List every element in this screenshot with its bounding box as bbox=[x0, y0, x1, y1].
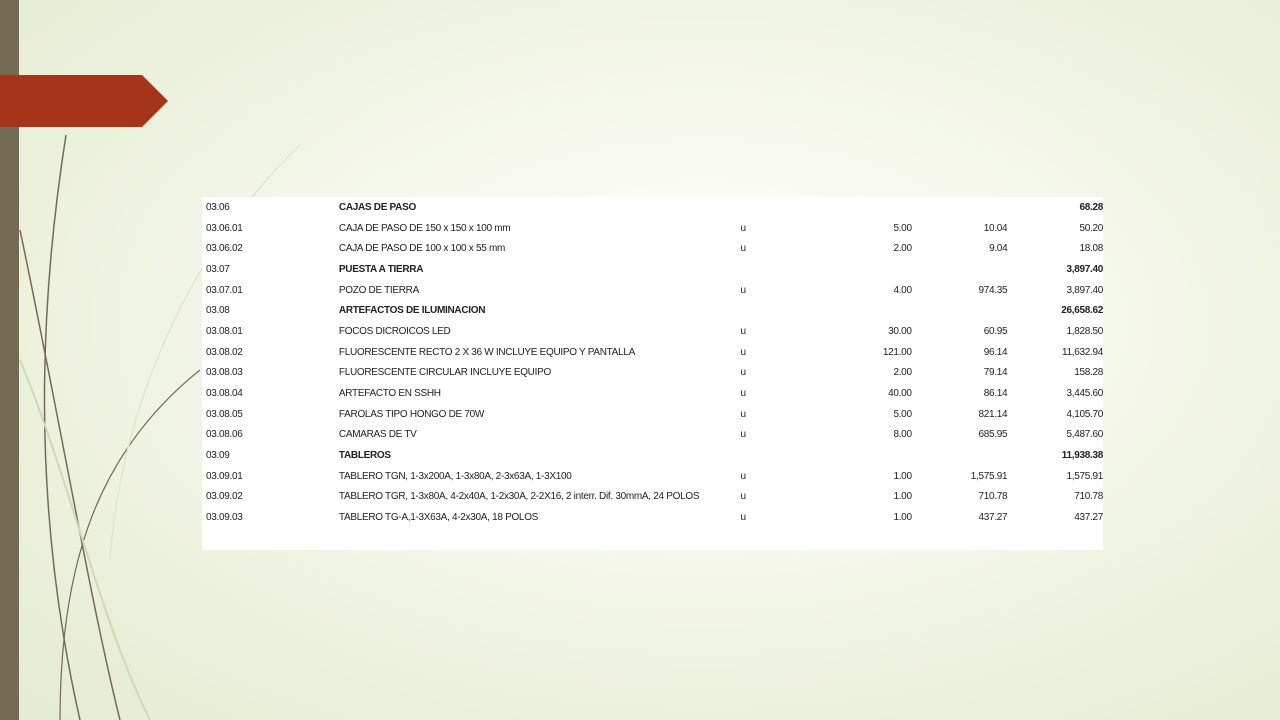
item-quantity: 121.00 bbox=[882, 346, 912, 358]
table-row bbox=[202, 280, 1103, 301]
table-row bbox=[202, 342, 1103, 363]
table-row bbox=[202, 383, 1103, 404]
table-section-row bbox=[202, 259, 1103, 280]
table-row bbox=[202, 507, 1103, 528]
item-quantity: 8.00 bbox=[893, 429, 912, 441]
item-total: 1,575.91 bbox=[1066, 470, 1103, 482]
item-code: 03.08.01 bbox=[206, 325, 243, 337]
item-quantity: 5.00 bbox=[893, 222, 912, 234]
item-unit-price: 86.14 bbox=[983, 388, 1008, 400]
item-quantity: 2.00 bbox=[893, 367, 912, 379]
item-unit-price: 10.04 bbox=[983, 222, 1008, 234]
item-unit-price: 96.14 bbox=[983, 346, 1008, 358]
item-unit: u bbox=[740, 222, 746, 234]
table-row bbox=[202, 238, 1103, 259]
item-description: CAJAS DE PASO bbox=[338, 201, 416, 213]
item-code: 03.08 bbox=[206, 305, 230, 317]
item-total: 50.20 bbox=[1079, 222, 1103, 234]
item-unit: u bbox=[740, 388, 746, 400]
item-unit-price bbox=[912, 300, 1008, 321]
item-unit-price: 1,575.91 bbox=[970, 470, 1008, 482]
table-section-row bbox=[202, 300, 1103, 321]
item-description: CAMARAS DE TV bbox=[338, 429, 417, 441]
item-description: TABLERO TGN, 1-3x200A, 1-3x80A, 2-3x63A, 1-3X100 bbox=[338, 470, 572, 482]
table-section-row bbox=[202, 445, 1103, 466]
accent-tab bbox=[0, 75, 168, 127]
item-quantity: 2.00 bbox=[893, 243, 912, 255]
item-unit: u bbox=[740, 429, 746, 441]
table-row bbox=[202, 363, 1103, 384]
item-unit-price: 974.35 bbox=[978, 284, 1008, 296]
item-total: 437.27 bbox=[1074, 512, 1103, 524]
item-quantity: 4.00 bbox=[893, 284, 912, 296]
item-unit: u bbox=[740, 243, 746, 255]
item-unit-price bbox=[912, 445, 1008, 466]
item-description: TABLERO TG-A,1-3X63A, 4-2x30A, 18 POLOS bbox=[338, 512, 539, 524]
item-unit: u bbox=[740, 325, 746, 337]
item-unit: u bbox=[740, 512, 746, 524]
item-unit-price bbox=[912, 259, 1008, 280]
item-unit-price: 685.95 bbox=[978, 429, 1008, 441]
item-total: 5,487.60 bbox=[1066, 429, 1103, 441]
item-code: 03.06 bbox=[206, 201, 230, 213]
item-total: 3,897.40 bbox=[1066, 284, 1103, 296]
item-description: FLUORESCENTE CIRCULAR INCLUYE EQUIPO bbox=[338, 367, 551, 379]
item-description: ARTEFACTOS DE ILUMINACION bbox=[338, 305, 486, 317]
item-unit bbox=[737, 300, 862, 321]
item-description: ARTEFACTO EN SSHH bbox=[338, 388, 441, 400]
item-total: 3,445.60 bbox=[1066, 388, 1103, 400]
item-description: PUESTA A TIERRA bbox=[338, 263, 424, 275]
item-total: 710.78 bbox=[1074, 491, 1103, 503]
table-row bbox=[202, 487, 1103, 508]
item-total: 11,632.94 bbox=[1061, 346, 1103, 358]
item-total: 4,105.70 bbox=[1066, 408, 1103, 420]
table-section-row bbox=[202, 197, 1103, 218]
item-description: TABLERO TGR, 1-3x80A, 4-2x40A, 1-2x30A, 2-2X16, 2 interr. Dif. 30mmA, 24 POLOS bbox=[338, 491, 700, 503]
item-description: POZO DE TIERRA bbox=[338, 284, 419, 296]
budget-table bbox=[202, 197, 1103, 550]
item-total: 3,897.40 bbox=[1066, 263, 1103, 275]
item-total: 11,938.38 bbox=[1061, 450, 1103, 462]
item-unit: u bbox=[740, 284, 746, 296]
item-total: 68.28 bbox=[1079, 201, 1103, 213]
item-description: TABLEROS bbox=[338, 450, 391, 462]
item-code: 03.09.03 bbox=[206, 512, 243, 524]
item-quantity bbox=[861, 197, 911, 218]
item-code: 03.09.01 bbox=[206, 470, 243, 482]
item-unit bbox=[737, 259, 862, 280]
item-code: 03.06.02 bbox=[206, 243, 243, 255]
item-unit-price: 9.04 bbox=[989, 243, 1008, 255]
item-quantity: 1.00 bbox=[893, 470, 912, 482]
item-unit-price: 79.14 bbox=[983, 367, 1008, 379]
item-quantity: 1.00 bbox=[893, 512, 912, 524]
item-quantity: 40.00 bbox=[888, 388, 912, 400]
table-row bbox=[202, 425, 1103, 446]
item-unit bbox=[737, 445, 862, 466]
item-unit: u bbox=[740, 346, 746, 358]
item-quantity: 30.00 bbox=[888, 325, 912, 337]
item-unit-price: 437.27 bbox=[978, 512, 1008, 524]
item-quantity: 5.00 bbox=[893, 408, 912, 420]
table-row bbox=[202, 218, 1103, 239]
item-description: FLUORESCENTE RECTO 2 X 36 W INCLUYE EQUIPO Y PANTALLA bbox=[338, 346, 635, 358]
item-unit bbox=[737, 197, 862, 218]
item-code: 03.09.02 bbox=[206, 491, 243, 503]
item-quantity: 1.00 bbox=[893, 491, 912, 503]
item-unit: u bbox=[740, 491, 746, 503]
item-code: 03.08.02 bbox=[206, 346, 243, 358]
item-code: 03.07 bbox=[206, 263, 230, 275]
item-code: 03.08.04 bbox=[206, 388, 243, 400]
table-row bbox=[202, 321, 1103, 342]
item-unit-price: 710.78 bbox=[978, 491, 1008, 503]
item-code: 03.08.05 bbox=[206, 408, 243, 420]
item-unit-price bbox=[912, 197, 1008, 218]
item-quantity bbox=[861, 445, 911, 466]
item-total: 18.08 bbox=[1079, 243, 1103, 255]
item-total: 26,658.62 bbox=[1061, 305, 1103, 317]
item-quantity bbox=[861, 259, 911, 280]
item-description: FOCOS DICROICOS LED bbox=[338, 325, 451, 337]
item-unit-price: 821.14 bbox=[978, 408, 1008, 420]
table-row bbox=[202, 466, 1103, 487]
item-description: CAJA DE PASO DE 100 x 100 x 55 mm bbox=[338, 243, 506, 255]
item-code: 03.06.01 bbox=[206, 222, 243, 234]
item-code: 03.07.01 bbox=[206, 284, 243, 296]
item-code: 03.08.06 bbox=[206, 429, 243, 441]
item-code: 03.08.03 bbox=[206, 367, 243, 379]
item-unit-price: 60.95 bbox=[983, 325, 1008, 337]
item-code: 03.09 bbox=[206, 450, 230, 462]
item-total: 1,828.50 bbox=[1066, 325, 1103, 337]
table-row bbox=[202, 404, 1103, 425]
item-unit: u bbox=[740, 470, 746, 482]
item-description: FAROLAS TIPO HONGO DE 70W bbox=[338, 408, 485, 420]
item-unit: u bbox=[740, 408, 746, 420]
item-total: 158.28 bbox=[1074, 367, 1103, 379]
item-description: CAJA DE PASO DE 150 x 150 x 100 mm bbox=[338, 222, 511, 234]
item-unit: u bbox=[740, 367, 746, 379]
item-quantity bbox=[861, 300, 911, 321]
